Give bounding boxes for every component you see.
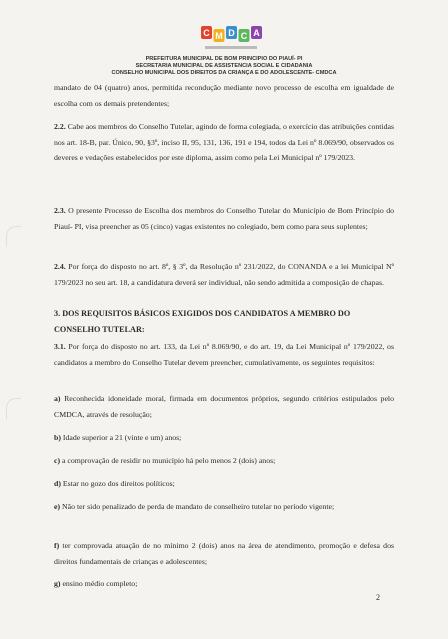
header-line-3: CONSELHO MUNICIPAL DOS DIREITOS DA CRIANÇA E DO ADOLESCENTE- CMDCA [111, 70, 337, 76]
header-line-1: PREFEITURA MUNICIPAL DE BOM PRINCIPIO DO PIAUÍ- PI [145, 56, 303, 62]
paragraph-number: 3.1. [54, 342, 66, 351]
item-letter: c) [54, 456, 61, 465]
requirement-f [54, 538, 394, 569]
logo-letter: C [240, 31, 248, 41]
requirement-g [54, 576, 394, 592]
page-number: 2 [376, 593, 380, 602]
item-letter: b) [54, 433, 61, 442]
cmdca-logo [195, 20, 267, 56]
item-text: Não ter sido penalizado de perda de mandato de conselheiro tutelar no período vigente; [60, 502, 335, 511]
requirement-c [54, 453, 394, 469]
item-letter: f) [54, 541, 60, 550]
paragraph-2-2 [54, 119, 394, 166]
requirement-e [54, 499, 394, 515]
item-text: ter comprovada atuação de no mínimo 2 (dois) anos na área de atendimento, promoção e defesa dos direitos fundamentais de crianças e adolescentes; [54, 541, 394, 566]
item-letter: g) [54, 579, 61, 588]
item-text: Reconhecida idoneidade moral, firmada em documentos próprios, segundo critérios estipulados pelo CMDCA, através de resolução; [54, 394, 394, 419]
paragraph-2-3 [54, 203, 394, 234]
logo-letter: C [203, 28, 210, 38]
paragraph-number: 2.2. [54, 122, 66, 131]
section-3-heading: 3. DOS REQUISITOS BÁSICOS EXIGIDOS DOS CANDIDATOS A MEMBRO DO CONSELHO TUTELAR: [54, 309, 351, 334]
paragraph-text: O presente Processo de Escolha dos membros do Conselho Tutelar do Município de Bom Princípio do Piauí- PI, visa preencher as 05 (cinco) vagas existentes no colegiado, bem como para seus suplentes; [54, 206, 394, 231]
paragraph-text: mandato de 04 (quatro) anos, permitida recondução mediante novo processo de escolha em igualdade de escolha com os demais pretendentes; [54, 83, 394, 108]
item-text: Estar no gozo dos direitos políticos; [60, 479, 175, 488]
logo-letter: A [253, 28, 260, 38]
margin-punch-mark [6, 398, 21, 419]
item-text: Idade superior a 21 (vinte e um) anos; [60, 433, 182, 442]
item-letter: e) [54, 502, 61, 511]
item-text: a comprovação de residir no município há pelo menos 2 (dois) anos; [60, 456, 276, 465]
paragraph-text: Por força do disposto no art. 8º, § 3º, da Resolução nº 231/2022, do CONANDA e a lei Municipal Nº 179/2023 no seu art. 18, a candidatura deverá ser individual, não sendo admitida a composição de chapas. [54, 262, 394, 287]
item-letter: d) [54, 479, 61, 488]
paragraph-text: Cabe aos membros do Conselho Tutelar, agindo de forma colegiada, o exercício das atribuições contidas nos art. 18-B, par. Único, 90, §3º, inciso II, 95, 131, 136, 191 e 194, todos da Lei nº 8.069/90, observados os deveres e vedações estabelecidos por este diploma, assim como pela Lei Municipal nº 179/2023. [54, 122, 394, 162]
logo-caption-line [205, 46, 257, 49]
header-line-2: SECRETARIA MUNICIPAL DE ASSISTENCIA SOCIAL E CIDADANIA [135, 63, 313, 69]
paragraph-2-4 [54, 259, 394, 290]
paragraph-number: 2.4. [54, 262, 66, 271]
paragraph-continuation [54, 80, 394, 111]
item-letter: a) [54, 394, 61, 403]
requirement-a [54, 391, 394, 422]
margin-punch-mark [6, 226, 21, 247]
paragraph-3-1 [54, 339, 394, 370]
item-text: ensino médio completo; [60, 579, 138, 588]
logo-letter: D [228, 28, 235, 38]
logo-letter: M [215, 31, 223, 41]
requirement-d [54, 476, 394, 492]
paragraph-text: Por força do disposto no art. 133, da Lei nº 8.069/90, e do art. 19, da Lei Municipal nº 179/2022, os candidatos a membro do Conselho Tutelar devem preencher, cumulativamente, os seguintes requisitos: [54, 342, 394, 367]
paragraph-number: 2.3. [54, 206, 66, 215]
requirement-b [54, 430, 394, 446]
